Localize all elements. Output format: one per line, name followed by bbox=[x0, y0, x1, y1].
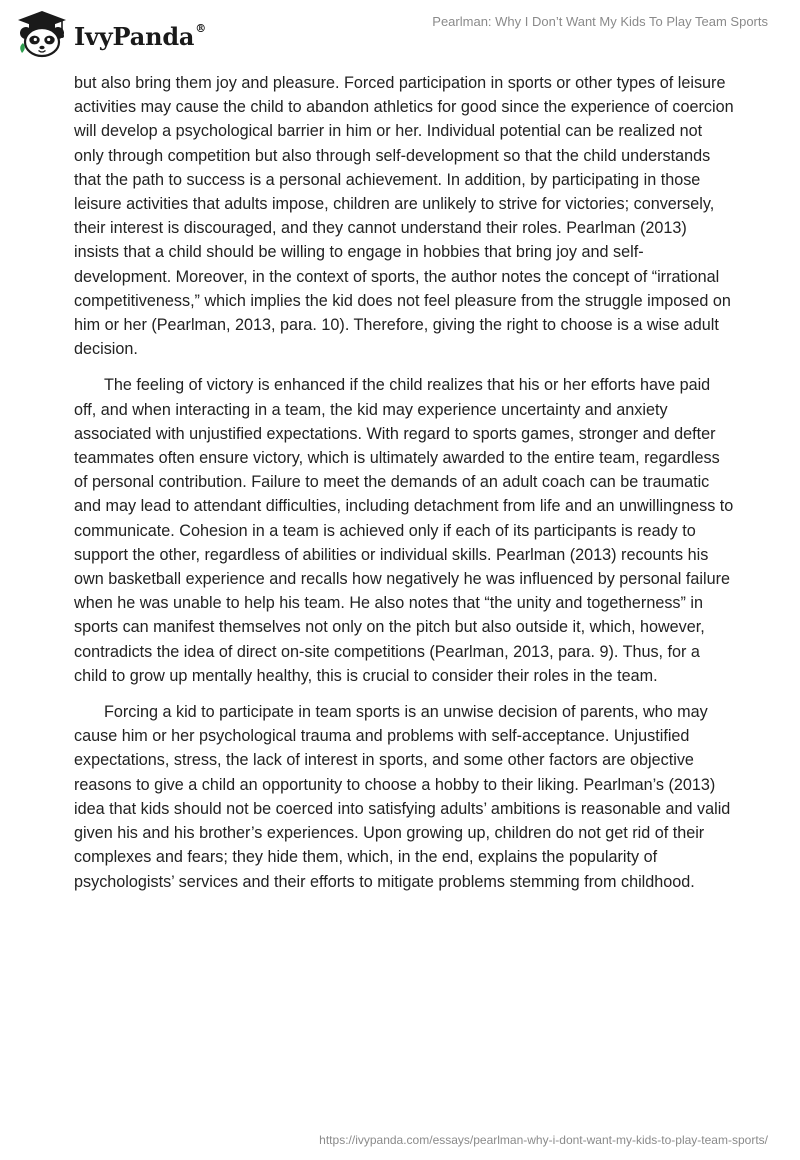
logo-text: IvyPanda® bbox=[74, 21, 207, 51]
essay-body bbox=[74, 71, 734, 906]
registered-mark: ® bbox=[195, 21, 207, 35]
document-title: Pearlman: Why I Don’t Want My Kids To Play Team Sports bbox=[432, 14, 768, 29]
page-header bbox=[0, 0, 800, 64]
source-url[interactable]: https://ivypanda.com/essays/pearlman-why-i-dont-want-my-kids-to-play-team-sports/ bbox=[319, 1133, 768, 1147]
ivypanda-logo[interactable] bbox=[14, 9, 206, 59]
paragraph: but also bring them joy and pleasure. Forced participation in sports or other types of leisure activities may cause the child to abandon athletics for good since the experience of coercion will develop a psychological barrier in him or her. Individual potential can be realized not only through competition but also through self-development so that the child understands that the path to success is a personal achievement. In addition, by participating in those leisure activities that adults impose, children are unlikely to strive for victories; conversely, their interest is discouraged, and they cannot understand their roles. Pearlman (2013) insists that a child should be willing to engage in hobbies that bring joy and self-development. Moreover, in the context of sports, the author notes the concept of “irrational competitiveness,” which implies the kid does not feel pleasure from the struggle imposed on him or her (Pearlman, 2013, para. 10). Therefore, giving the right to choose is a wise adult decision. bbox=[74, 74, 734, 359]
paragraph: Forcing a kid to participate in team sports is an unwise decision of parents, who may cause him or her psychological trauma and problems with self-acceptance. Unjustified expectations, stress, the lack of interest in sports, and some other factors are objective reasons to give a child an opportunity to choose a hobby to their liking. Pearlman’s (2013) idea that kids should not be coerced into satisfying adults’ ambitions is reasonable and valid given his and his brother’s experiences. Upon growing up, children do not get rid of their complexes and fears; they hide them, which, in the end, explains the popularity of psychologists’ services and their efforts to mitigate problems stemming from childhood. bbox=[74, 703, 731, 891]
panda-graduate-icon bbox=[14, 9, 70, 59]
paragraph: The feeling of victory is enhanced if the child realizes that his or her efforts have paid off, and when interacting in a team, the kid may experience uncertainty and anxiety associated with unjustified expectations. With regard to sports games, stronger and defter teammates often ensure victory, which is ultimately awarded to the entire team, regardless of personal contribution. Failure to meet the demands of an adult coach can be traumatic and may lead to attendant difficulties, including detachment from life and an unwillingness to communicate. Cohesion in a team is achieved only if each of its participants is ready to support the other, regardless of abilities or individual skills. Pearlman (2013) recounts his own basketball experience and recalls how negatively he was influenced by personal failure when he was unable to help his team. He also notes that “the unity and togetherness” in sports can manifest themselves not only on the pitch but also outside it, which, however, contradicts the idea of direct on-site competitions (Pearlman, 2013, para. 9). Thus, for a child to grow up mentally healthy, this is crucial to consider their roles in the team. bbox=[74, 376, 734, 685]
